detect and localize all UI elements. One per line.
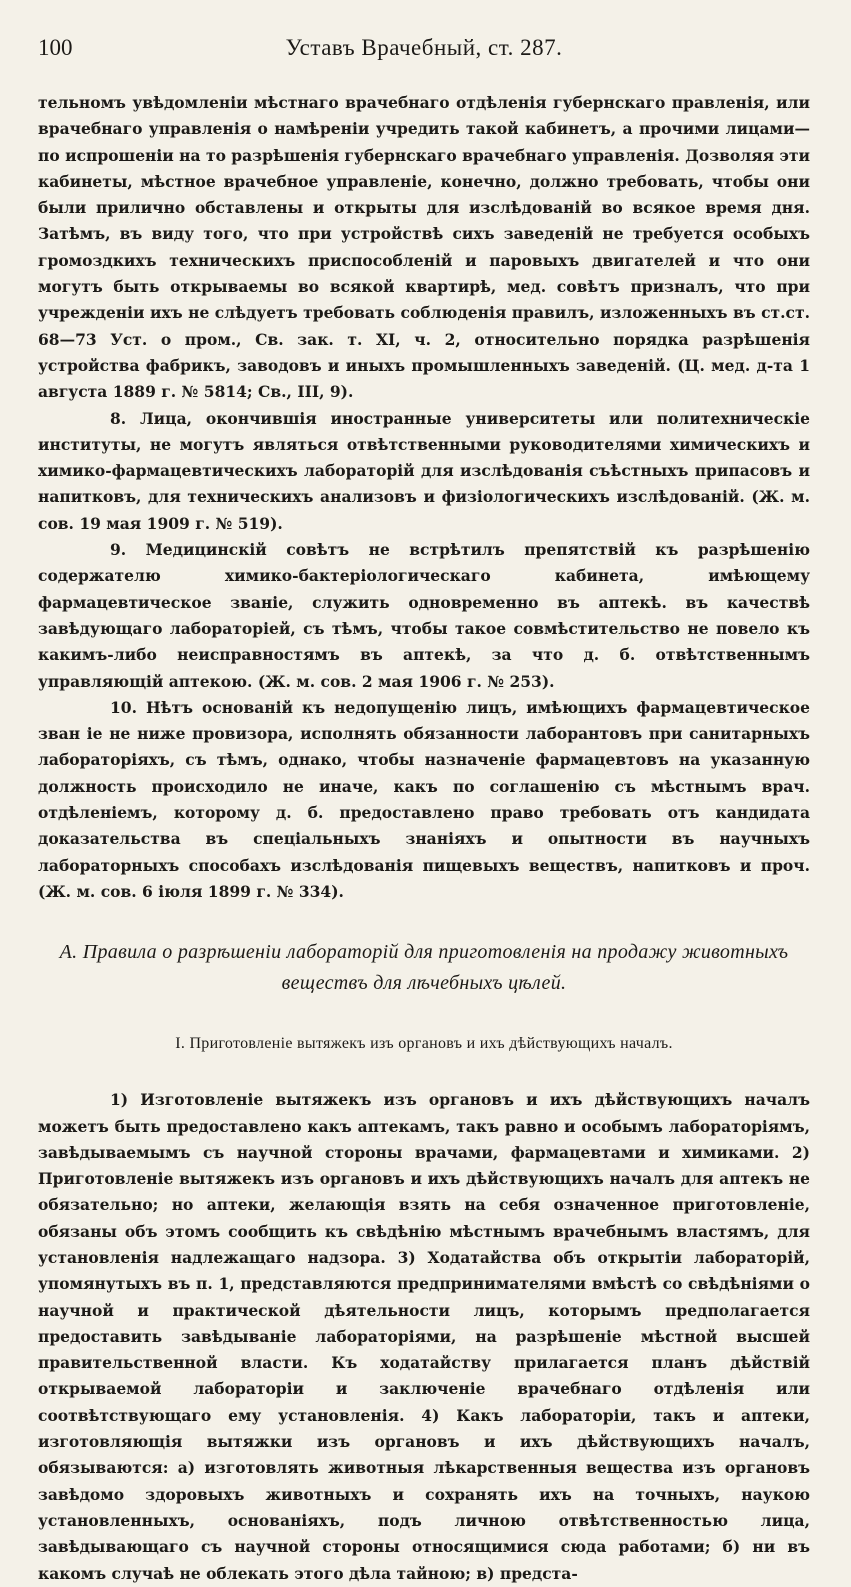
paragraph-note-9: 9. Медицинскій совѣтъ не встрѣтилъ препятствій къ разрѣшенію содержателю химико-бактеріологическаго кабинета, имѣющему фармацевтическое званіе, служить одновременно въ аптекѣ. въ качествѣ завѣдующаго лабораторіей, съ тѣмъ, чтобы такое совмѣстительство не повело къ какимъ-либо неисправностямъ въ аптекѣ, за что д. б. отвѣтственнымъ управляющій аптекою. (Ж. м. сов. 2 мая 1906 г. № 253). — [38, 540, 810, 691]
paragraph-continuation: тельномъ увѣдомленіи мѣстнаго врачебнаго отдѣленія губернскаго правленія, или врачебнаго управленія о намѣреніи учредить такой кабинетъ, а прочими лицами—по испрошеніи на то разрѣшенія губернскаго врачебнаго управленія. Дозволяя эти кабинеты, мѣстное врачебное управленіе, конечно, должно требовать, чтобы они были прилично обставлены и открыты для изслѣдованій во всякое время дня. Затѣмъ, въ виду того, что при устройствѣ сихъ заведеній не требуется особыхъ громоздкихъ техническихъ приспособленій и паровыхъ двигателей и что они могутъ быть открываемы во всякой квартирѣ, мед. совѣтъ призналъ, что при учрежденіи ихъ не слѣдуетъ требовать соблюденія правилъ, изложенныхъ въ ст.ст. 68—73 Уст. о пром., Св. зак. т. XI, ч. 2, относительно порядка разрѣшенія устройства фабрикъ, заводовъ и иныхъ промышленныхъ заведеній. (Ц. мед. д-та 1 августа 1889 г. № 5814; Св., III, 9). — [38, 93, 811, 402]
running-head — [38, 30, 810, 66]
section-heading: А. Правила о разрѣшеніи лабораторій для приготовленія на продажу животныхъ веществъ для лѣчебныхъ цѣлей. — [59, 941, 789, 995]
paragraph-rules: 1) Изготовленіе вытяжекъ изъ органовъ и ихъ дѣйствующихъ началъ можетъ быть предоставлено какъ аптекамъ, такъ равно и особымъ лабораторіямъ, завѣдываемымъ съ научной стороны врачами, фармацевтами и химиками. 2) Приготовленіе вытяжекъ изъ органовъ и ихъ дѣйствующихъ началъ для аптекъ не обязательно; но аптеки, желающія взять на себя означенное приготовленіе, обязаны объ этомъ сообщить къ свѣдѣнію мѣстнымъ врачебнымъ властямъ, для установленія надлежащаго надзора. 3) Ходатайства объ открытіи лабораторій, упомянутыхъ въ п. 1, представляются предпринимателями вмѣстѣ со свѣдѣніями о научной и практической дѣятельности лицъ, которымъ предполагается предоставить завѣдываніе лабораторіями, на разрѣшеніе мѣстной высшей правительственной власти. Къ ходатайству прилагается планъ дѣйствій открываемой лабораторіи и заключеніе врачебнаго отдѣленія или соотвѣтствующаго ему установленія. 4) Какъ лабораторіи, такъ и аптеки, изготовляющія вытяжки изъ органовъ и ихъ дѣйствующихъ началъ, обязываются: а) изготовлять животныя лѣкарственныя вещества изъ органовъ завѣдомо здоровыхъ животныхъ и сохранять ихъ на точныхъ, наукою установленныхъ, основаніяхъ, подъ личною отвѣтственностью лица, завѣдывающаго съ научной стороны относящимися сюда работами; б) ни въ какомъ случаѣ не облекать этого дѣла тайною; в) предста- — [38, 1090, 810, 1583]
article-commentary — [38, 90, 810, 905]
paragraph-note-10: 10. Нѣтъ основаній къ недопущенію лицъ, имѣющихъ фармацевтическое зван іе не ниже провизора, исполнять обязанности лаборантовъ при санитарныхъ лабораторіяхъ, съ тѣмъ, однако, чтобы назначеніе фармацевтовъ на указанную должность происходило не иначе, какъ по соглашенію съ мѣстнымъ врач. отдѣленіемъ, которому д. б. предоставлено право требовать отъ кандидата доказательства въ спеціальныхъ знаніяхъ и опытности въ научныхъ лабораторныхъ способахъ изслѣдованія пищевыхъ веществъ, напитковъ и проч. (Ж. м. сов. 6 іюля 1899 г. № 334). — [38, 697, 810, 901]
running-head-title: Уставъ Врачебный, ст. 287. — [285, 35, 563, 60]
paragraph-note-8: 8. Лица, окончившія иностранные университеты или политехническіе институты, не могутъ являться отвѣтственными руководителями химическихъ и химико-фармацевтическихъ лабораторій для изслѣдованія съѣстныхъ припасовъ и напитковъ, для техническихъ анализовъ и физіологическихъ изслѣдованій. (Ж. м. сов. 19 мая 1909 г. № 519). — [38, 408, 810, 533]
section-body — [38, 1087, 810, 1587]
page-number: 100 — [38, 35, 73, 60]
document-page — [38, 30, 810, 1587]
subsection-heading: I. Приготовленіе вытяжекъ изъ органовъ и ихъ дѣйствующихъ началъ. — [175, 1035, 673, 1053]
